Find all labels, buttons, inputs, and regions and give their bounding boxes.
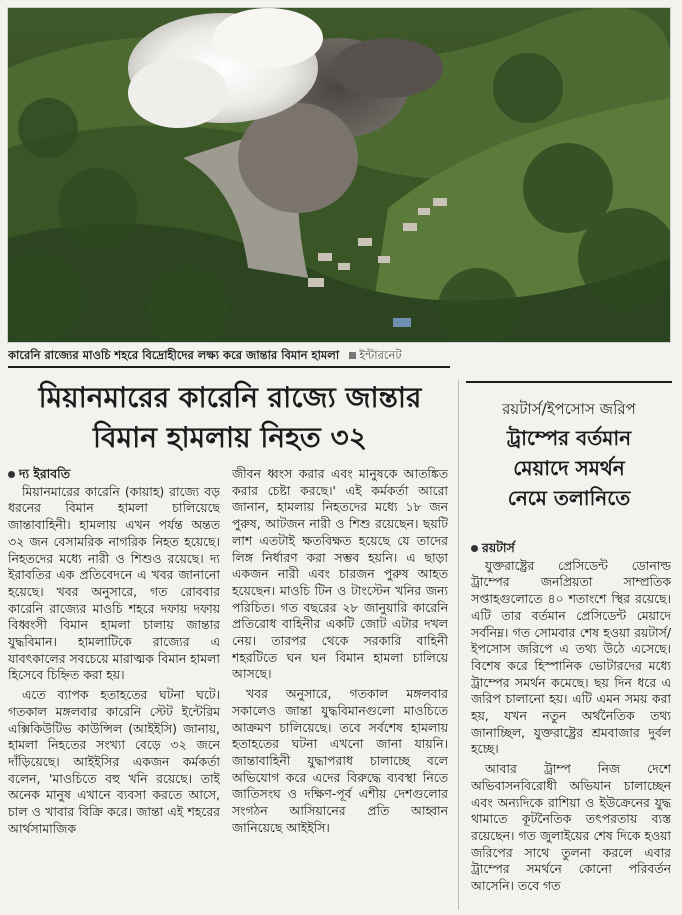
explosion-photo (8, 8, 670, 342)
main-story-column-2 (232, 466, 448, 906)
side-headline-line2: মেয়াদে সমর্থন (513, 456, 625, 480)
paragraph: খবর অনুসারে, গতকাল মঙ্গলবার সকালেও জান্তা যুদ্ধবিমানগুলো মাওচিতে আক্রমণ চালিয়েছে। তবে সর্বশেষ হামলায় হতাহতের ঘটনা এখনো জানা যায়নি। জান্তাবাহিনী যুদ্ধাপরাধ চালাচ্ছে বলে অভিযোগ করে এদের বিরুদ্ধে ব্যবস্থা নিতে জাতিসংঘ ও দক্ষিণ-পূর্ব এশীয় দেশগুলোর সংগঠন আসিয়ানের প্রতি আহ্বান জানিয়েছে আইইসি। (232, 686, 448, 835)
headline-top-rule (8, 366, 450, 368)
square-icon (349, 352, 356, 359)
side-top-rule (466, 381, 672, 383)
side-byline-text: রয়টার্স (482, 540, 515, 555)
main-byline (8, 466, 220, 483)
photo-source-text: ইন্টারনেট (359, 348, 402, 362)
paragraph: আবার ট্রাম্প নিজ দেশে অভিবাসনবিরোধী অভিযান চালাচ্ছেন এবং অন্যদিকে রাশিয়া ও ইউক্রেনের যুদ্ধ থামাতে কূটনৈতিক তৎপরতায় ব্যস্ত রয়েছেন। গত জুলাইয়ের শেষ দিকে হওয়া জরিপের সাথে তুলনা করলে এবার ট্রাম্পের সমর্থনে কোনো পরিবর্তন আসেনি। তবে গত (471, 761, 671, 894)
side-headline-line3: নেমে তলানিতে (507, 486, 631, 510)
bullet-icon (471, 545, 478, 552)
paragraph: মিয়ানমারের কারেনি (কায়াহ) রাজ্যে বড় ধরনের বিমান হামলা চালিয়েছে জান্তাবাহিনী। হামলায় এখন পর্যন্ত অন্তত ৩২ জন বেসামরিক নাগরিক নিহত হয়েছে। নিহতদের মধ্যে নারী ও শিশুও রয়েছে। দ্য ইরাবতির এক প্রতিবেদনে এ খবর জানানো হয়েছে। খবর অনুসারে, গত রোববার কারেনি রাজ্যের মাওচি শহরে দফায় দফায় বিধ্বংসী বিমান হামলা চালায় জান্তার যুদ্ধবিমান। হামলাটিকে রাজ্যের এ যাবৎকালের সবচেয়ে মারাত্মক বিমান হামলা হিসেবে চিহ্নিত করা হয়। (8, 483, 220, 683)
paragraph: যুক্তরাষ্ট্রের প্রেসিডেন্ট ডোনাল্ড ট্রাম্পের জনপ্রিয়তা সাম্প্রতিক সপ্তাহগুলোতে ৪০ শতাংশে স্থির রয়েছে। এটি তার বর্তমান প্রেসিডেন্ট মেয়াদে সর্বনিম্ন। গত সোমবার শেষ হওয়া রয়টার্স/ইপসোস জরিপে এ তথ্য উঠে এসেছে। বিশেষ করে হিস্পানিক ভোটারদের মধ্যে ট্রাম্পের সমর্থন কমেছে। ছয় দিন ধরে এ জরিপ চালানো হয়। এটি এমন সময় করা হয়, যখন নতুন অর্থনৈতিক তথ্য জানাচ্ছিল, যুক্তরাষ্ট্রের শ্রমবাজার দুর্বল হচ্ছে। (471, 557, 671, 757)
side-story-column (471, 540, 671, 908)
main-headline (10, 378, 450, 458)
main-story-column-1 (8, 466, 220, 906)
paragraph: জীবন ধ্বংস করার এবং মানুষকে আতঙ্কিত করার চেষ্টা করছে।' এই কর্মকর্তা আরো জানান, হামলায় নিহতদের মধ্যে ১৮ জন পুরুষ, আটজন নারী ও শিশু রয়েছেন। ছয়টি লাশ এতটাই ক্ষতবিক্ষত হয়েছে যে তাদের লিঙ্গ নির্ধারণ করা সম্ভব হয়নি। এ ছাড়া একজন নারী এবং চারজন পুরুষ আহত হয়েছেন। মাওচি টিন ও টাংস্টেন খনির জন্য পরিচিত। গত বছরের ২৮ জানুয়ারি কারেনি প্রতিরোধ বাহিনীর একটি জোট এটার দখল নেয়। তারপর থেকে সরকারি বাহিনী শহরটিতে ঘন ঘন বিমান হামলা চালিয়ে আসছে। (232, 466, 448, 682)
side-kicker: রয়টার্স/ইপসোস জরিপ (502, 400, 636, 418)
side-headline (466, 423, 672, 513)
side-byline (471, 540, 671, 557)
photo-caption (8, 347, 668, 366)
caption-text: কারেনি রাজ্যের মাওচি শহরে বিদ্রোহীদের লক্ষ্য করে জান্তার বিমান হামলা (8, 348, 340, 362)
bullet-icon (8, 471, 15, 478)
main-headline-line1: মিয়ানমারের কারেনি রাজ্যে জান্তার (38, 381, 422, 414)
news-photo (7, 7, 671, 343)
main-headline-line2: বিমান হামলায় নিহত ৩২ (93, 421, 367, 454)
main-byline-text: দ্য ইরাবতি (19, 466, 71, 481)
side-headline-line1: ট্রাম্পের বর্তমান (506, 426, 632, 450)
column-divider (458, 380, 459, 910)
paragraph: এতে ব্যাপক হতাহতের ঘটনা ঘটে। গতকাল মঙ্গলবার কারেনি স্টেট ইন্টেরিম এক্সিকিউটিভ কাউন্সিল (আইইসি) জানায়, হামলা নিহতের সংখ্যা বেড়ে ৩২ জনে দাঁড়িয়েছে। আইইসির একজন কর্মকর্তা বলেন, 'মাওচিতে বহু খনি রয়েছে। তাই অনেক মানুষ এখানে ব্যবসা করতে আসে, চাল ও খাবার বিক্রি করে। জান্তা এই শহরের আর্থসামাজিক (8, 687, 220, 836)
photo-source (349, 348, 401, 362)
